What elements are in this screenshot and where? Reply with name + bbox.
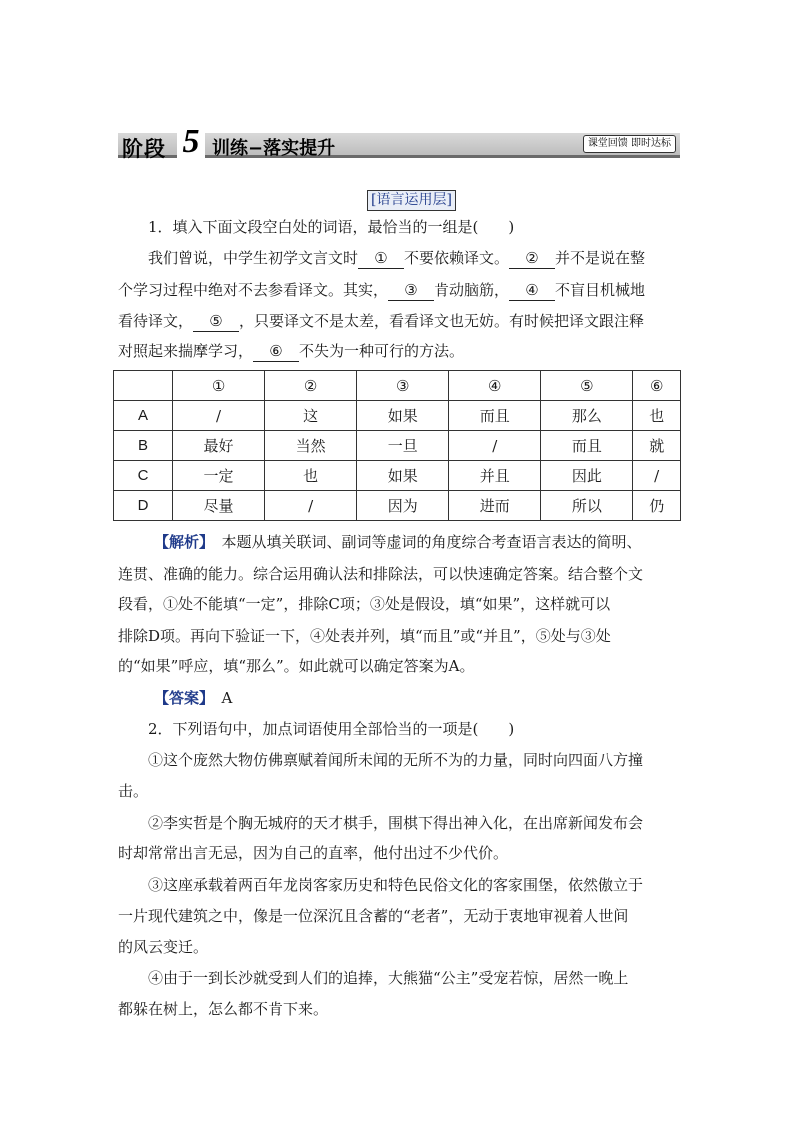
table-cell: 一旦 bbox=[357, 431, 449, 461]
table-cell: D bbox=[114, 491, 173, 521]
blank-5: ⑤ bbox=[193, 311, 239, 332]
answer-label: 【答案】 bbox=[154, 689, 207, 707]
passage-text: 不失为一种可行的方法。 bbox=[299, 342, 465, 360]
table-cell: ⑤ bbox=[541, 371, 633, 401]
passage-text: 对照起来揣摩学习， bbox=[118, 342, 254, 360]
table-cell: ① bbox=[173, 371, 265, 401]
table-cell: ⑥ bbox=[633, 371, 681, 401]
table-cell: 那么 bbox=[541, 401, 633, 431]
q1-passage-line-3 bbox=[118, 311, 644, 332]
q2-item-1-line-2: 击。 bbox=[118, 782, 149, 800]
table-cell: 因此 bbox=[541, 461, 633, 491]
options-table bbox=[113, 370, 681, 521]
q1-passage-line-1 bbox=[148, 248, 645, 269]
table-cell: 而且 bbox=[449, 401, 541, 431]
table-cell: 因为 bbox=[357, 491, 449, 521]
table-cell: 一定 bbox=[173, 461, 265, 491]
table-cell: 所以 bbox=[541, 491, 633, 521]
table-cell: / bbox=[449, 431, 541, 461]
analysis-line-4: 排除D项。再向下验证一下，④处表并列，填“而且”或“并且”，⑤处与③处 bbox=[118, 627, 611, 645]
passage-text: 不盲目机械地 bbox=[555, 281, 646, 299]
stage-number: 5 bbox=[177, 125, 205, 158]
q1-stem: 1．填入下面文段空白处的词语，最恰当的一组是( ) bbox=[148, 218, 515, 236]
passage-text: 肯动脑筋， bbox=[434, 281, 510, 299]
passage-text: 看待译文， bbox=[118, 312, 194, 330]
table-cell: 也 bbox=[633, 401, 681, 431]
q1-passage-line-2 bbox=[118, 280, 645, 301]
blank-2: ② bbox=[509, 248, 555, 269]
q2-item-2-line-1: ②李实哲是个胸无城府的天才棋手，围棋下得出神入化，在出席新闻发布会 bbox=[148, 814, 644, 832]
blank-1: ① bbox=[358, 248, 404, 269]
passage-text: 不要依赖译文。 bbox=[404, 249, 510, 267]
table-cell: 如果 bbox=[357, 401, 449, 431]
table-cell: / bbox=[265, 491, 357, 521]
table-cell: / bbox=[633, 461, 681, 491]
table-cell: 最好 bbox=[173, 431, 265, 461]
q2-item-3-line-2: 一片现代建筑之中，像是一位深沉且含蓄的“老者”，无动于衷地审视着人世间 bbox=[118, 907, 629, 925]
passage-text: 我们曾说，中学生初学文言文时 bbox=[148, 249, 359, 267]
table-cell: C bbox=[114, 461, 173, 491]
section-tag: [语言运用层] bbox=[367, 190, 456, 211]
stage-label: 阶段 bbox=[122, 137, 166, 161]
blank-4: ④ bbox=[509, 280, 555, 301]
analysis-line-2: 连贯、准确的能力。综合运用确认法和排除法，可以快速确定答案。结合整个文 bbox=[118, 565, 644, 583]
table-row bbox=[114, 401, 681, 431]
stage-banner bbox=[118, 123, 680, 161]
q1-passage-line-4 bbox=[118, 341, 464, 362]
analysis-line-5: 的“如果”呼应，填“那么”。如此就可以确定答案为A。 bbox=[118, 657, 475, 675]
table-cell: 就 bbox=[633, 431, 681, 461]
banner-tag: 课堂回馈 即时达标 bbox=[583, 135, 676, 153]
table-cell: / bbox=[173, 401, 265, 431]
answer-value: A bbox=[221, 689, 233, 707]
q2-item-4-line-1: ④由于一到长沙就受到人们的追捧，大熊猫“公主”受宠若惊，居然一晚上 bbox=[148, 969, 629, 987]
analysis-text: 本题从填关联词、副词等虚词的角度综合考查语言表达的简明、 bbox=[221, 533, 642, 551]
passage-text: 个学习过程中绝对不去参看译文。其实， bbox=[118, 281, 389, 299]
analysis-label: 【解析】 bbox=[154, 533, 207, 551]
table-cell: 而且 bbox=[541, 431, 633, 461]
table-cell: 也 bbox=[265, 461, 357, 491]
table-cell: 这 bbox=[265, 401, 357, 431]
table-cell: ② bbox=[265, 371, 357, 401]
q2-item-1-line-1: ①这个庞然大物仿佛禀赋着闻所未闻的无所不为的力量，同时向四面八方撞 bbox=[148, 751, 644, 769]
q2-stem: 2．下列语句中，加点词语使用全部恰当的一项是( ) bbox=[148, 720, 515, 738]
q2-item-3-line-1: ③这座承载着两百年龙岗客家历史和特色民俗文化的客家围堡，依然傲立于 bbox=[148, 876, 644, 894]
table-row bbox=[114, 461, 681, 491]
q2-item-2-line-2: 时却常常出言无忌，因为自己的直率，他付出过不少代价。 bbox=[118, 844, 509, 862]
table-row bbox=[114, 431, 681, 461]
answer-line bbox=[154, 688, 232, 708]
blank-3: ③ bbox=[388, 280, 434, 301]
table-header-row bbox=[114, 371, 681, 401]
passage-text: ，只要译文不是太差，看看译文也无妨。有时候把译文跟注释 bbox=[239, 312, 645, 330]
table-cell: 如果 bbox=[357, 461, 449, 491]
table-cell: ③ bbox=[357, 371, 449, 401]
table-cell: 当然 bbox=[265, 431, 357, 461]
analysis-line-1 bbox=[154, 532, 642, 552]
table-cell: 并且 bbox=[449, 461, 541, 491]
table-cell: A bbox=[114, 401, 173, 431]
table-cell: 进而 bbox=[449, 491, 541, 521]
table-cell bbox=[114, 371, 173, 401]
table-cell: ④ bbox=[449, 371, 541, 401]
q2-item-3-line-3: 的风云变迁。 bbox=[118, 938, 209, 956]
table-cell: 仍 bbox=[633, 491, 681, 521]
table-cell: 尽量 bbox=[173, 491, 265, 521]
blank-6: ⑥ bbox=[253, 341, 299, 362]
passage-text: 并不是说在整 bbox=[555, 249, 646, 267]
table-cell: B bbox=[114, 431, 173, 461]
banner-title: 训练−落实提升 bbox=[212, 138, 336, 159]
q2-item-4-line-2: 都躲在树上，怎么都不肯下来。 bbox=[118, 1000, 329, 1018]
analysis-line-3: 段看，①处不能填“一定”，排除C项；③处是假设，填“如果”，这样就可以 bbox=[118, 595, 611, 613]
table-row bbox=[114, 491, 681, 521]
